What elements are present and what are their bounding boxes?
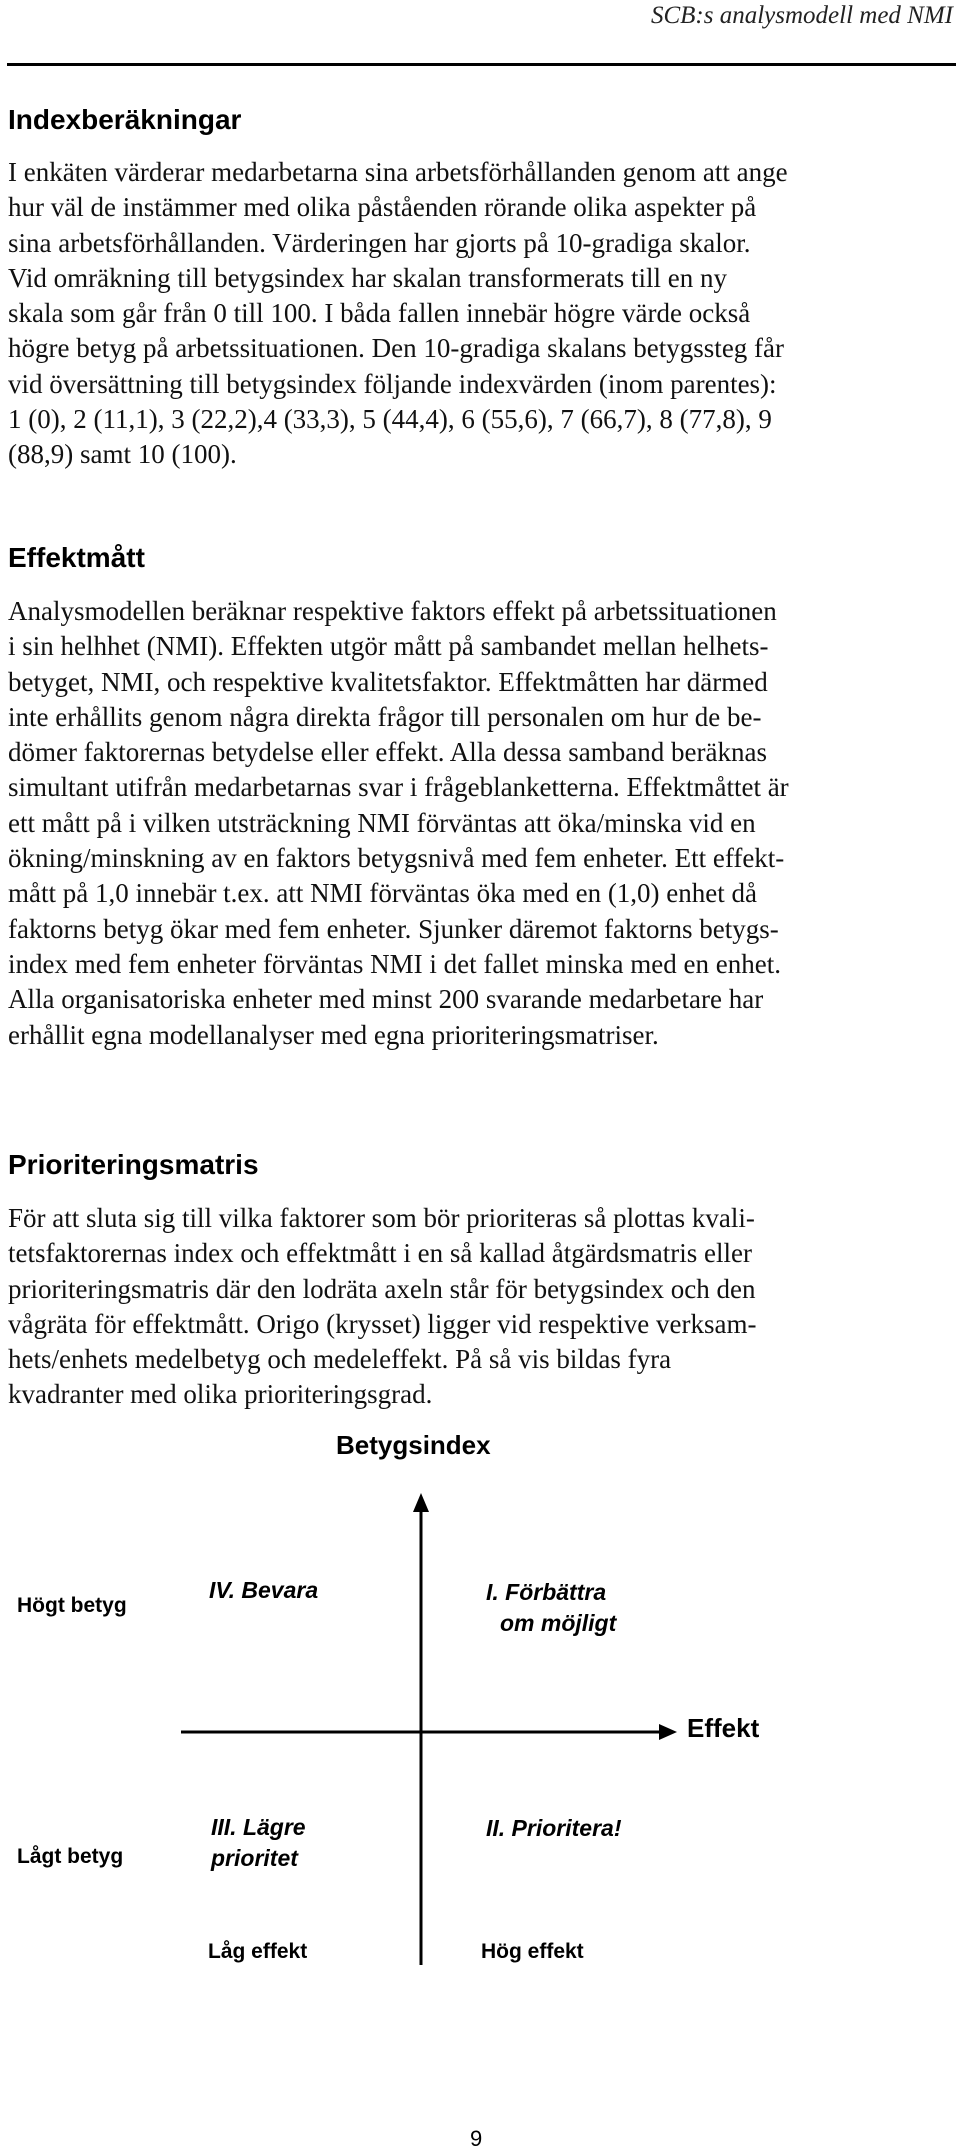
x-axis-title: Effekt <box>687 1713 760 1743</box>
quadrant-iii-label-line2: prioritet <box>211 1845 298 1871</box>
y-axis-title: Betygsindex <box>336 1430 491 1460</box>
heading-indexberakningar: Indexberäkningar <box>8 104 242 135</box>
high-effect-label: Hög effekt <box>481 1940 584 1963</box>
paragraph-effektmatt: Analysmodellen beräknar respektive faktors effekt på arbetssituationen i sin helhhet (NMI). Effekten utgör mått på sambandet mellan helhets- betyget, NMI, och respektive kvalitetsfaktor. Effektmåtten har därmed inte erhållits genom några direkta frågor till personalen om hur de be- dömer faktorernas betydelse eller effekt. Alla dessa samband beräknas simultant utifrån medarbetarnas svar i frågeblanketterna. Effektmåttet är ett mått på i vilken utsträckning NMI förväntas att öka/minska vid en ökning/minskning av en faktors betygsnivå med fem enheter. Ett effekt- mått på 1,0 innebär t.ex. att NMI förväntas öka med en (1,0) enhet då faktorns betyg ökar med fem enheter. Sjunker däremot faktorns betygs- index med fem enheter förväntas NMI i det fallet minska med en enhet. Alla organisatoriska enheter med minst 200 svarande medarbetare har erhållit egna modellanalyser med egna prioriteringsmatriser. <box>8 596 789 1050</box>
horizontal-axis-arrowhead <box>659 1724 677 1740</box>
running-header: SCB:s analysmodell med NMI <box>650 2 953 29</box>
header-rule <box>7 63 956 66</box>
quadrant-i-label-line2: om möjligt <box>500 1610 617 1636</box>
quadrant-iii-label: III. Lägre <box>211 1814 306 1840</box>
priority-matrix-diagram <box>0 1425 960 1985</box>
page-number: 9 <box>470 2126 483 2151</box>
quadrant-i-label: I. Förbättra <box>486 1579 607 1605</box>
paragraph-prioriteringsmatris: För att sluta sig till vilka faktorer som bör prioriteras så plottas kvali- tetsfaktorernas index och effektmått i en så kallad åtgärdsmatris eller prioriteringsmatris där den lodräta axeln står för betygsindex och den vågräta för effektmått. Origo (krysset) ligger vid respektive verksam- hets/enhets medelbetyg och medeleffekt. På så vis bildas fyra kvadranter med olika prioriteringsgrad. <box>8 1203 757 1410</box>
quadrant-ii-label: II. Prioritera! <box>486 1815 622 1841</box>
paragraph-indexberakningar: I enkäten värderar medarbetarna sina arbetsförhållanden genom att ange hur väl de instämmer med olika påståenden rörande olika aspekter på sina arbetsförhållanden. Värderingen har gjorts på 10-gradiga skalor. Vid omräkning till betygsindex har skalan transformerats till en ny skala som går från 0 till 100. I båda fallen innebär högre värde också högre betyg på arbetssituationen. Den 10-gradiga skalans betygssteg får vid översättning till betygsindex följande indexvärden (inom parentes): 1 (0), 2 (11,1), 3 (22,2),4 (33,3), 5 (44,4), 6 (55,6), 7 (66,7), 8 (77,8), 9 (88,9) samt 10 (100). <box>8 157 788 470</box>
low-effect-label: Låg effekt <box>208 1940 308 1963</box>
low-rating-label: Lågt betyg <box>17 1845 124 1868</box>
heading-effektmatt: Effektmått <box>8 542 145 573</box>
quadrant-iv-label: IV. Bevara <box>209 1577 319 1603</box>
high-rating-label: Högt betyg <box>17 1594 127 1617</box>
vertical-axis-arrowhead <box>413 1493 429 1512</box>
heading-prioriteringsmatris: Prioriteringsmatris <box>8 1149 259 1180</box>
